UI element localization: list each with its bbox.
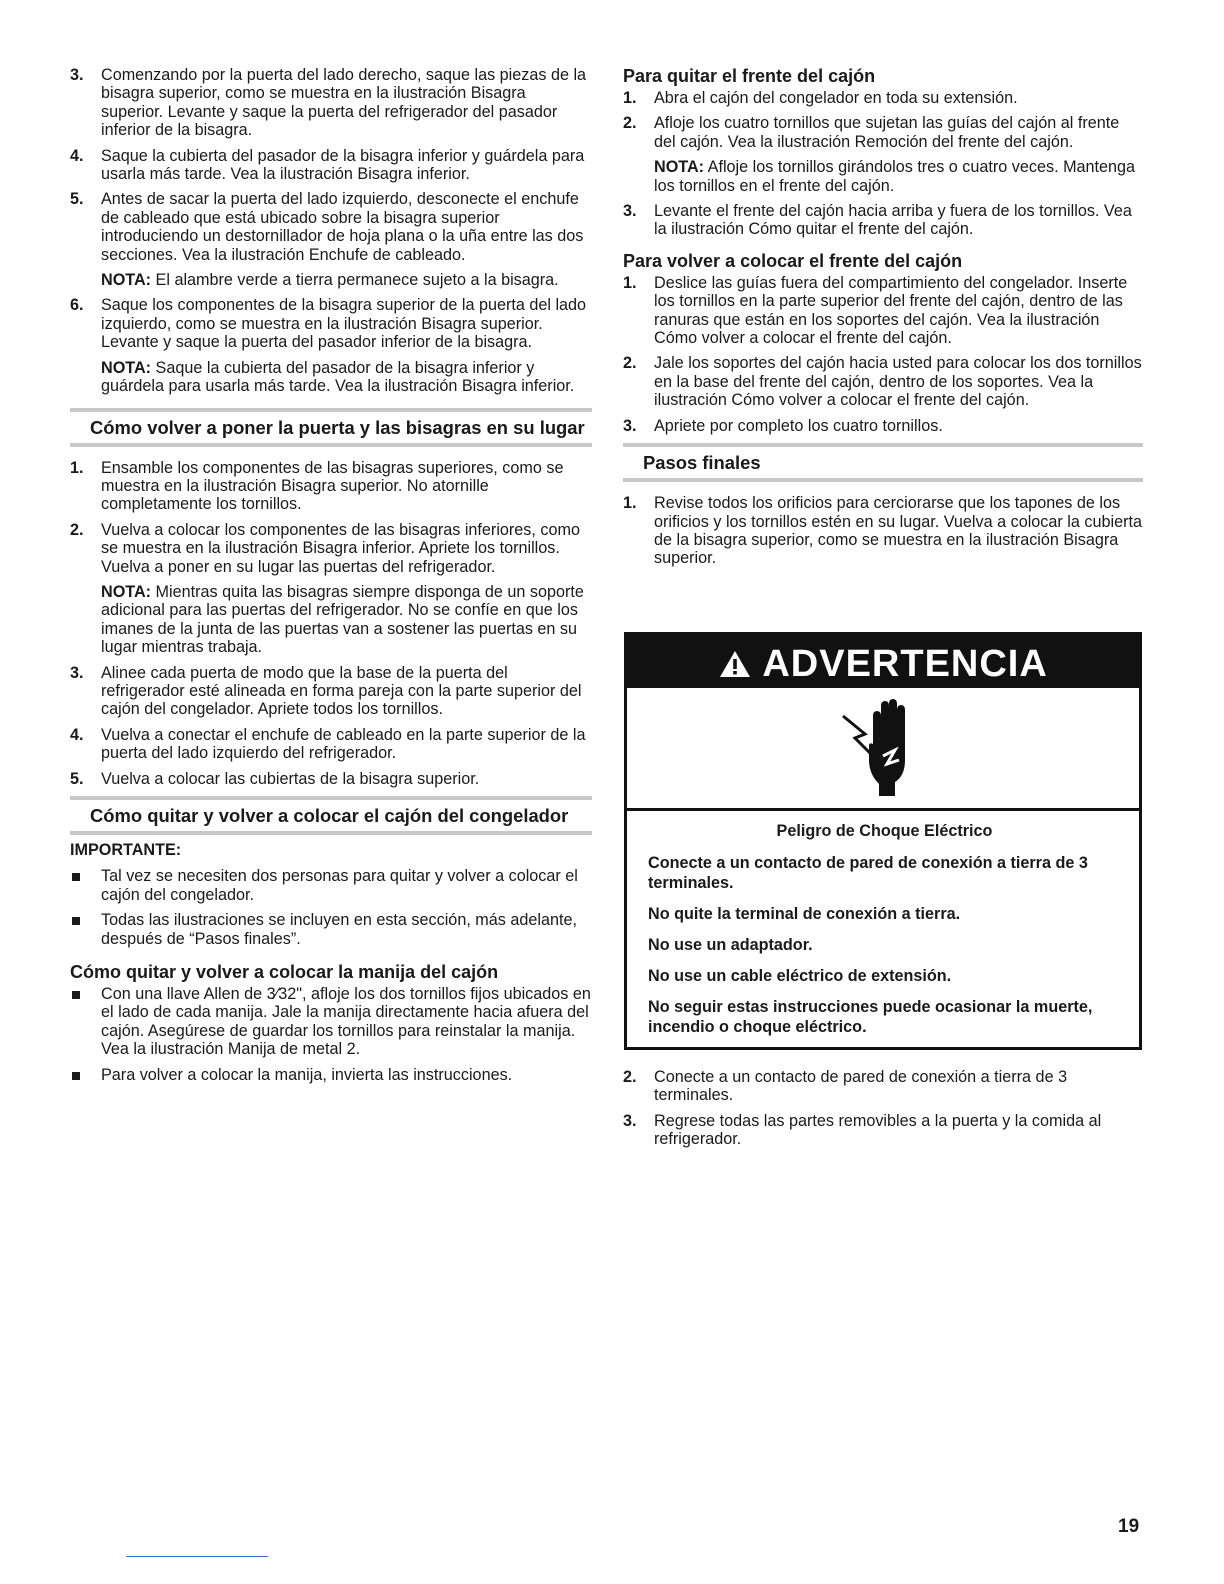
list-item: 3. Levante el frente del cajón hacia arriba y fuera de los tornillos. Vea la ilustración Cómo quitar el frente del cajón. [623,202,1132,239]
warning-subtitle: Peligro de Choque Eléctrico [776,822,993,840]
after-warning-list [623,1068,1143,1156]
subsection-title-replace-front: Para volver a colocar el frente del cajón [623,250,963,271]
doors-list [70,459,592,789]
list-item: 1. Revise todos los orificios para cerciorarse que los tapones de los orificios y los tornillos estén en su lugar. Vuelva a colocar la cubierta de la bisagra superior, como se muestra en la ilustración Bisagra superior. [623,494,1142,568]
warning-line: Conecte a un contacto de pared de conexión a tierra de 3 terminales. [648,854,1088,892]
left-column [70,66,592,1091]
list-item: 1. Ensamble los componentes de las bisagras superiores, como se muestra en la ilustración Bisagra superior. No atornille completamente los tornillos. [70,458,564,514]
list-item: 2. Jale los soportes del cajón hacia usted para colocar los dos tornillos en la base del frente del cajón, dentro de los soportes. Vea la ilustración Cómo volver a colocar el frente del cajón. [623,354,1142,410]
warning-line: No quite la terminal de conexión a tierra. [648,905,961,923]
subsection-title-handle: Cómo quitar y volver a colocar la manija del cajón [70,962,499,983]
divider [126,1556,268,1557]
subsection-title-remove-front: Para quitar el frente del cajón [623,66,876,86]
bullet-square-icon [72,1072,80,1080]
bullet-square-icon [72,917,80,925]
list-item: 4. Vuelva a conectar el enchufe de cableado en la parte superior de la puerta del lado izquierdo del refrigerador. [70,725,586,763]
list-item: 3. Alinee cada puerta de modo que la base de la puerta del refrigerador esté alineada en forma pareja con la parte superior del cajón del congelador. Apriete todos los tornillos. [70,663,582,719]
intro-list [70,66,592,396]
list-item: 3. Regrese todas las partes removibles a la puerta y la comida al refrigerador. [623,1111,1102,1149]
list-item: 5. Antes de sacar la puerta del lado izquierdo, desconecte el enchufe de cableado que está ubicado sobre la bisagra superior introduciendo un destornillador de hoja plana o la uña entre las dos secciones. Vea la ilustración Enchufe de cableado. NOTA: El alambre verde a tierra permanece sujeto a la bisagra. [70,190,592,289]
list-item: 5. Vuelva a colocar las cubiertas de la bisagra superior. [70,769,480,788]
warning-line: No use un cable eléctrico de extensión. [648,967,952,985]
page-number: 19 [1118,1516,1140,1537]
bullet-square-icon [72,873,80,881]
warning-icon-area [627,688,1139,811]
list-item: Tal vez se necesiten dos personas para quitar y volver a colocar el cajón del congelador. [70,867,592,904]
list-item: 2. Vuelva a colocar los componentes de las bisagras inferiores, como se muestra en la ilustración Bisagra inferior. Apriete los tornillos. Vuelva a poner en su lugar las puertas del refrigerador. NOTA: Mientras quita las bisagras siempre disponga de un soporte adicional para las puertas del refrigerador. No se confíe en que los imanes de la junta de las puertas van a sostener las puertas en su lugar mientras trabaja. [70,521,592,657]
note: NOTA: El alambre verde a tierra permanece sujeto a la bisagra. [101,271,559,290]
warning-title: ADVERTENCIA [627,635,1139,688]
bullet-square-icon [72,991,80,999]
list-item: 2. Afloje los cuatro tornillos que sujetan las guías del cajón al frente del cajón. Vea la ilustración Remoción del frente del cajón. NOTA: Afloje los tornillos girándolos tres o cuatro veces. Mantenga los tornillos en el frente del cajón. [623,114,1143,195]
list-item: Para volver a colocar la manija, invierta las instrucciones. [70,1066,592,1084]
important-label: IMPORTANTE: [70,841,182,859]
section-title-freezer-drawer: Cómo quitar y volver a colocar el cajón del congelador [70,796,592,835]
section-title-doors: Cómo volver a poner la puerta y las bisagras en su lugar [70,408,592,447]
warning-body [627,811,1139,1037]
warning-line: No seguir estas instrucciones puede ocasionar la muerte, incendio o choque eléctrico. [648,998,1093,1036]
list-item: 1. Deslice las guías fuera del compartimiento del congelador. Inserte los tornillos en la parte superior del frente del cajón, dentro de las ranuras que están en los soportes del cajón. Vea la ilustración Cómo volver a colocar el frente del cajón. [623,273,1128,348]
warning-line: No use un adaptador. [648,936,813,954]
section-title-final-steps: Pasos finales [623,443,1143,482]
list-item: Con una llave Allen de 3⁄32", afloje los dos tornillos fijos ubicados en el lado de cada manija. Jale la manija directamente hacia afuera del cajón. Asegúrese de guardar los tornillos para reinstalar la manija. Vea la ilustración Manija de metal 2. [70,985,592,1059]
note: NOTA: Afloje los tornillos girándolos tres o cuatro veces. Mantenga los tornillos en el frente del cajón. [654,158,1136,195]
list-item: 2. Conecte a un contacto de pared de conexión a tierra de 3 terminales. [623,1068,1068,1105]
right-column [623,66,1143,575]
note: NOTA: Mientras quita las bisagras siempre disponga de un soporte adicional para las puertas del refrigerador. No se confíe en que los imanes de la junta de las puertas van a sostener las puertas en su lugar mientras trabaja. [101,582,584,657]
list-item: 1. Abra el cajón del congelador en toda su extensión. [623,89,1018,107]
list-item: 3. Comenzando por la puerta del lado derecho, saque las piezas de la bisagra superior, como se muestra en la ilustración Bisagra superior. Levante y saque la puerta del refrigerador del pasador inferior de la bisagra. [70,66,587,140]
note: NOTA: Saque la cubierta del pasador de la bisagra inferior y guárdela para usarla más tarde. Vea la ilustración Bisagra inferior. [101,358,575,396]
list-item: Todas las ilustraciones se incluyen en esta sección, más adelante, después de “Pasos finales”. [70,911,592,948]
list-item: 4. Saque la cubierta del pasador de la bisagra inferior y guárdela para usarla más tarde. Vea la ilustración Bisagra inferior. [70,146,585,184]
list-item: 6. Saque los componentes de la bisagra superior de la puerta del lado izquierdo, como se muestra en la ilustración Bisagra superior. Levante y saque la puerta del pasador inferior de la bisagra. NOTA: Saque la cubierta del pasador de la bisagra inferior y guárdela para usarla más tarde. Vea la ilustración Bisagra inferior. [70,296,592,395]
warning-triangle-icon [718,643,762,685]
electric-shock-hand-icon [835,694,925,804]
warning-box [624,632,1142,1050]
list-item: 3. Apriete por completo los cuatro tornillos. [623,416,943,435]
